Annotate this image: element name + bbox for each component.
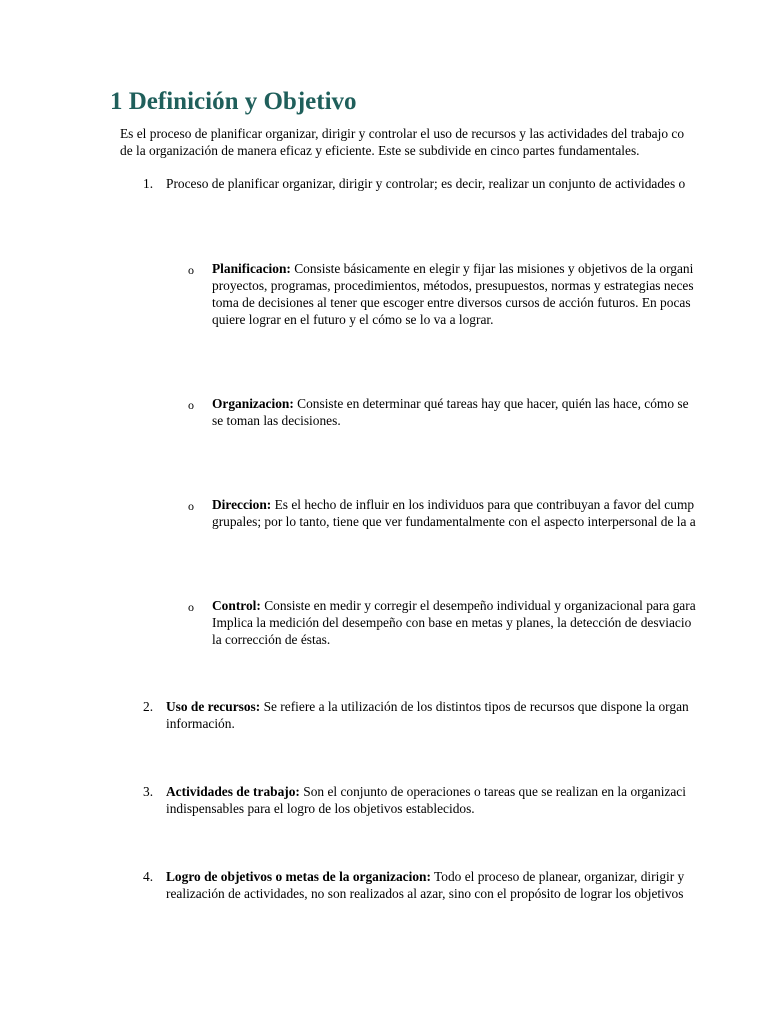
sub2-line-2: se toman las decisiones. bbox=[212, 413, 341, 428]
sub-bullet: o bbox=[188, 398, 194, 412]
item4-text-1: Todo el proceso de planear, organizar, dirigir y bbox=[430, 869, 685, 884]
sub-bullet: o bbox=[188, 600, 194, 614]
item2-line-2: información. bbox=[166, 716, 235, 731]
sub3-line-1 bbox=[212, 496, 694, 513]
sub3-term: Direccion: bbox=[212, 497, 272, 512]
sub1-line-4: quiere lograr en el futuro y el cómo se lo va a lograr. bbox=[212, 312, 494, 327]
sub4-line-3: la corrección de éstas. bbox=[212, 632, 331, 647]
sub4-text-1: Consiste en medir y corregir el desempeño individual y organizacional para gara bbox=[260, 598, 696, 613]
list-number-3: 3. bbox=[143, 784, 154, 799]
sub2-text-1: Consiste en determinar qué tareas hay que hacer, quién las hace, cómo se bbox=[293, 396, 689, 411]
sub-bullet: o bbox=[188, 499, 194, 513]
sub1-line-1 bbox=[212, 260, 693, 277]
sub4-line-2: Implica la medición del desempeño con base en metas y planes, la detección de desviacio bbox=[212, 615, 692, 630]
sub3-line-2: grupales; por lo tanto, tiene que ver fundamentalmente con el aspecto interpersonal de la a bbox=[212, 514, 696, 529]
sub2-line-1 bbox=[212, 395, 689, 412]
item3-text-1: Son el conjunto de operaciones o tareas que se realizan en la organizaci bbox=[299, 784, 686, 799]
sub1-text-1: Consiste básicamente en elegir y fijar las misiones y objetivos de la organi bbox=[290, 261, 694, 276]
item4-line-2: realización de actividades, no son realizados al azar, sino con el propósito de lograr los objetivos bbox=[166, 886, 684, 901]
item1-line-1: Proceso de planificar organizar, dirigir y controlar; es decir, realizar un conjunto de actividades o bbox=[166, 176, 686, 191]
intro-line-2: de la organización de manera eficaz y eficiente. Este se subdivide en cinco partes fundamentales. bbox=[120, 143, 640, 158]
sub3-text-1: Es el hecho de influir en los individuos para que contribuyan a favor del cump bbox=[271, 497, 695, 512]
sub1-term: Planificacion: bbox=[212, 261, 291, 276]
sub4-term: Control: bbox=[212, 598, 261, 613]
sub1-line-2: proyectos, programas, procedimientos, métodos, presupuestos, normas y estrategias neces bbox=[212, 278, 694, 293]
sub1-line-3: toma de decisiones al tener que escoger entre diversos cursos de acción futuros. En pocas bbox=[212, 295, 691, 310]
item2-line-1 bbox=[166, 698, 689, 715]
sub4-line-1 bbox=[212, 597, 696, 614]
intro-line-1: Es el proceso de planificar organizar, dirigir y controlar el uso de recursos y las actividades del trabajo co bbox=[120, 126, 685, 141]
item3-line-2: indispensables para el logro de los objetivos establecidos. bbox=[166, 801, 475, 816]
item4-line-1 bbox=[166, 868, 684, 885]
item3-line-1 bbox=[166, 783, 686, 800]
item2-term: Uso de recursos: bbox=[166, 699, 261, 714]
sub-bullet: o bbox=[188, 263, 194, 277]
item4-term: Logro de objetivos o metas de la organizacion: bbox=[166, 869, 431, 884]
sub2-term: Organizacion: bbox=[212, 396, 294, 411]
item2-text-1: Se refiere a la utilización de los distintos tipos de recursos que dispone la organ bbox=[260, 699, 689, 714]
list-number-4: 4. bbox=[143, 869, 154, 884]
item3-term: Actividades de trabajo: bbox=[166, 784, 300, 799]
list-number-1: 1. bbox=[143, 176, 154, 191]
list-number-2: 2. bbox=[143, 699, 154, 714]
section-heading: 1 Definición y Objetivo bbox=[110, 88, 357, 115]
